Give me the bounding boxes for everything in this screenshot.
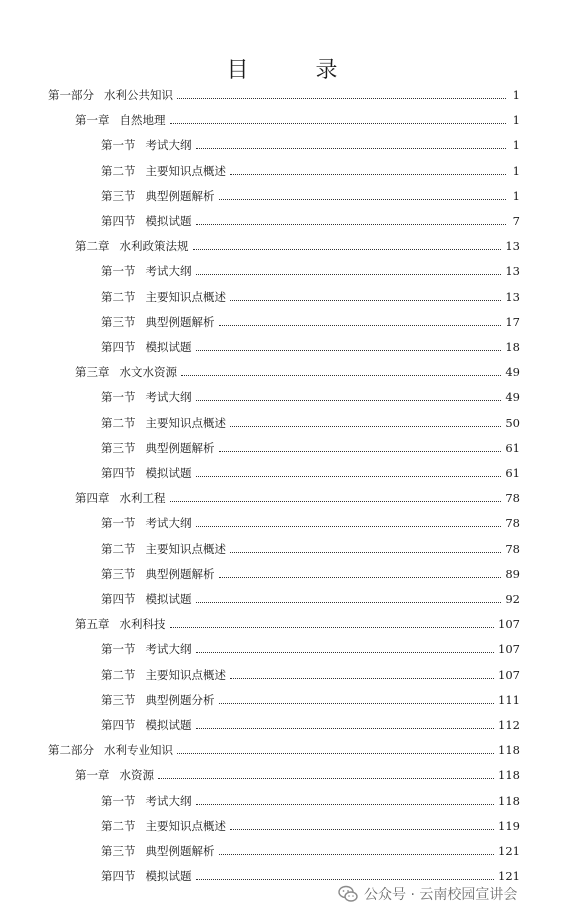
toc-section-entry[interactable] <box>101 208 520 228</box>
toc-entry-title: 主要知识点概述 <box>145 289 226 304</box>
watermark <box>338 882 560 906</box>
toc-section-entry[interactable] <box>101 309 520 329</box>
toc-section-entry[interactable] <box>101 838 520 858</box>
toc-entry-number: 第一节 <box>101 516 136 531</box>
toc-entry-number: 第三节 <box>101 188 136 203</box>
toc-chapter-entry[interactable] <box>75 485 520 505</box>
toc-section-entry[interactable] <box>101 813 520 833</box>
toc-entry-title: 考试大纲 <box>145 793 192 808</box>
toc-entry-page-number: 118 <box>498 768 520 783</box>
toc-entry-page-number: 1 <box>512 163 520 178</box>
toc-entry-title: 考试大纲 <box>145 264 192 279</box>
dot-leader <box>219 854 495 855</box>
toc-entry-title: 主要知识点概述 <box>145 818 226 833</box>
dot-leader <box>193 249 502 250</box>
toc-entry-page-number: 118 <box>498 793 520 808</box>
dot-leader <box>158 778 494 779</box>
toc-entry-number: 第三节 <box>101 566 136 581</box>
dot-leader <box>196 224 507 225</box>
toc-entry-page-number: 1 <box>512 113 520 128</box>
toc-entry-page-number: 1 <box>512 138 520 153</box>
toc-entry-page-number: 107 <box>498 642 520 657</box>
dot-leader <box>219 577 502 578</box>
dot-leader <box>230 552 501 553</box>
toc-entry-title: 典型例题解析 <box>145 844 215 858</box>
toc-entry-number: 第二部分 <box>48 743 94 758</box>
toc-section-entry[interactable] <box>101 788 520 808</box>
dot-leader <box>230 678 494 679</box>
toc-entry-page-number: 78 <box>505 491 520 506</box>
dot-leader <box>230 174 506 175</box>
toc-section-entry[interactable] <box>101 384 520 404</box>
toc-section-entry[interactable] <box>101 435 520 455</box>
toc-entry-page-number: 61 <box>505 440 520 455</box>
toc-entry-title: 典型例题分析 <box>145 692 215 707</box>
toc-entry-title: 主要知识点概述 <box>145 667 226 682</box>
page-title: 目 录 <box>226 58 368 83</box>
toc-section-entry[interactable] <box>101 561 520 581</box>
toc-entry-page-number: 18 <box>505 340 520 354</box>
dot-leader <box>219 451 502 452</box>
toc-entry-number: 第二节 <box>101 541 136 556</box>
toc-entry-number: 第四节 <box>101 340 136 354</box>
toc-section-entry[interactable] <box>101 662 520 682</box>
dot-leader <box>196 526 502 527</box>
toc-entry-number: 第一节 <box>101 390 136 405</box>
toc-entry-number: 第三节 <box>101 440 136 455</box>
toc-entry-number: 第四节 <box>101 869 136 884</box>
toc-entry-page-number: 92 <box>505 592 520 606</box>
toc-section-entry[interactable] <box>101 334 520 354</box>
toc-chapter-entry[interactable] <box>75 762 520 782</box>
dot-leader <box>230 426 501 427</box>
toc-section-entry[interactable] <box>101 863 520 883</box>
dot-leader <box>196 602 502 603</box>
toc-part-entry[interactable] <box>48 737 520 757</box>
toc-entry-title: 主要知识点概述 <box>145 541 226 556</box>
toc-entry-page-number: 17 <box>505 314 520 329</box>
dot-leader <box>196 652 495 653</box>
toc-section-entry[interactable] <box>101 712 520 732</box>
toc-entry-number: 第四节 <box>101 466 136 480</box>
toc-chapter-entry[interactable] <box>75 359 520 379</box>
toc-entry-title: 水文水资源 <box>119 365 177 380</box>
toc-entry-title: 考试大纲 <box>145 642 192 657</box>
toc-part-entry[interactable] <box>48 82 520 102</box>
toc-entry-title: 考试大纲 <box>145 138 192 153</box>
toc-entry-title: 水利专业知识 <box>104 743 173 758</box>
toc-entry-number: 第一部分 <box>48 88 94 102</box>
toc-entry-number: 第二节 <box>101 289 136 304</box>
toc-section-entry[interactable] <box>101 158 520 178</box>
toc-entry-number: 第四节 <box>101 592 136 606</box>
dot-leader <box>196 400 502 401</box>
dot-leader <box>196 274 502 275</box>
toc-entry-number: 第一节 <box>101 793 136 808</box>
toc-entry-title: 水利政策法规 <box>119 239 189 254</box>
dot-leader <box>177 753 494 754</box>
toc-entry-number: 第三节 <box>101 844 136 858</box>
toc-section-entry[interactable] <box>101 636 520 656</box>
toc-entry-page-number: 50 <box>505 415 520 430</box>
toc-chapter-entry[interactable] <box>75 611 520 631</box>
dot-leader <box>170 501 502 502</box>
toc-section-entry[interactable] <box>101 284 520 304</box>
toc-entry-number: 第一节 <box>101 642 136 657</box>
toc-entry-title: 水利科技 <box>119 617 166 632</box>
toc-entry-title: 模拟试题 <box>145 592 192 606</box>
toc-section-entry[interactable] <box>101 460 520 480</box>
toc-entry-page-number: 49 <box>505 390 520 405</box>
toc-entry-title: 自然地理 <box>119 113 166 128</box>
toc-entry-title: 模拟试题 <box>145 718 192 732</box>
toc-entry-page-number: 89 <box>505 566 520 581</box>
toc-entry-page-number: 121 <box>498 869 520 884</box>
dot-leader <box>219 325 502 326</box>
toc-entry-number: 第一章 <box>75 768 110 783</box>
dot-leader <box>196 148 507 149</box>
watermark-text: 公众号 · 云南校园宣讲会 <box>364 887 518 903</box>
dot-leader <box>196 879 495 880</box>
toc-section-entry[interactable] <box>101 410 520 430</box>
toc-entry-page-number: 1 <box>512 88 520 102</box>
toc-section-entry[interactable] <box>101 183 520 203</box>
toc-entry-number: 第三章 <box>75 365 110 380</box>
toc-entry-page-number: 13 <box>505 289 520 304</box>
toc-entry-number: 第二章 <box>75 239 110 254</box>
toc-entry-number: 第五章 <box>75 617 110 632</box>
dot-leader <box>230 829 494 830</box>
toc-entry-page-number: 78 <box>505 541 520 556</box>
toc-section-entry[interactable] <box>101 510 520 530</box>
toc-section-entry[interactable] <box>101 586 520 606</box>
toc-entry-page-number: 13 <box>505 239 520 254</box>
toc-entry-number: 第二节 <box>101 163 136 178</box>
toc-entry-page-number: 7 <box>512 214 520 228</box>
toc-entry-number: 第一节 <box>101 138 136 153</box>
toc-entry-page-number: 1 <box>512 188 520 203</box>
toc-section-entry[interactable] <box>101 536 520 556</box>
toc-entry-title: 主要知识点概述 <box>145 163 226 178</box>
toc-section-entry[interactable] <box>101 132 520 152</box>
dot-leader <box>170 123 507 124</box>
toc-entry-page-number: 13 <box>505 264 520 279</box>
dot-leader <box>196 476 502 477</box>
dot-leader <box>170 627 495 628</box>
toc-entry-title: 水利公共知识 <box>104 88 173 102</box>
toc-chapter-entry[interactable] <box>75 233 520 253</box>
toc-entry-number: 第三节 <box>101 314 136 329</box>
toc-entry-page-number: 107 <box>498 667 520 682</box>
toc-entry-page-number: 118 <box>498 743 520 758</box>
toc-chapter-entry[interactable] <box>75 107 520 127</box>
toc-entry-title: 典型例题解析 <box>145 314 215 329</box>
toc-entry-number: 第二节 <box>101 415 136 430</box>
toc-entry-title: 水利工程 <box>119 491 166 506</box>
dot-leader <box>196 350 502 351</box>
toc-entry-number: 第一节 <box>101 264 136 279</box>
toc-entry-page-number: 112 <box>498 718 520 732</box>
toc-entry-page-number: 78 <box>505 516 520 531</box>
toc-entry-title: 模拟试题 <box>145 214 192 228</box>
dot-leader <box>219 703 495 704</box>
toc-entry-page-number: 111 <box>498 692 520 707</box>
toc-entry-title: 典型例题解析 <box>145 440 215 455</box>
toc-entry-title: 考试大纲 <box>145 390 192 405</box>
dot-leader <box>219 199 507 200</box>
toc-entry-number: 第二节 <box>101 667 136 682</box>
toc-entry-title: 模拟试题 <box>145 869 192 884</box>
toc-entry-page-number: 121 <box>498 844 520 858</box>
toc-entry-title: 模拟试题 <box>145 466 192 480</box>
dot-leader <box>196 804 495 805</box>
toc-entry-page-number: 61 <box>505 466 520 480</box>
toc-entry-number: 第四节 <box>101 718 136 732</box>
toc-entry-number: 第四节 <box>101 214 136 228</box>
toc-entry-page-number: 119 <box>498 818 520 833</box>
toc-section-entry[interactable] <box>101 687 520 707</box>
toc-entry-title: 模拟试题 <box>145 340 192 354</box>
dot-leader <box>196 728 495 729</box>
toc-entry-title: 主要知识点概述 <box>145 415 226 430</box>
dot-leader <box>230 300 501 301</box>
toc-entry-title: 典型例题解析 <box>145 566 215 581</box>
dot-leader <box>181 375 501 376</box>
toc-entry-number: 第一章 <box>75 113 110 128</box>
wechat-icon <box>338 885 358 903</box>
toc-entry-number: 第四章 <box>75 491 110 506</box>
toc-entry-page-number: 107 <box>498 617 520 632</box>
toc-entry-number: 第三节 <box>101 692 136 707</box>
toc-entry-number: 第二节 <box>101 818 136 833</box>
toc-entry-title: 水资源 <box>119 768 154 783</box>
dot-leader <box>177 98 506 99</box>
toc-entry-title: 考试大纲 <box>145 516 192 531</box>
toc-entry-title: 典型例题解析 <box>145 188 215 203</box>
toc-section-entry[interactable] <box>101 258 520 278</box>
toc-entry-page-number: 49 <box>505 365 520 380</box>
